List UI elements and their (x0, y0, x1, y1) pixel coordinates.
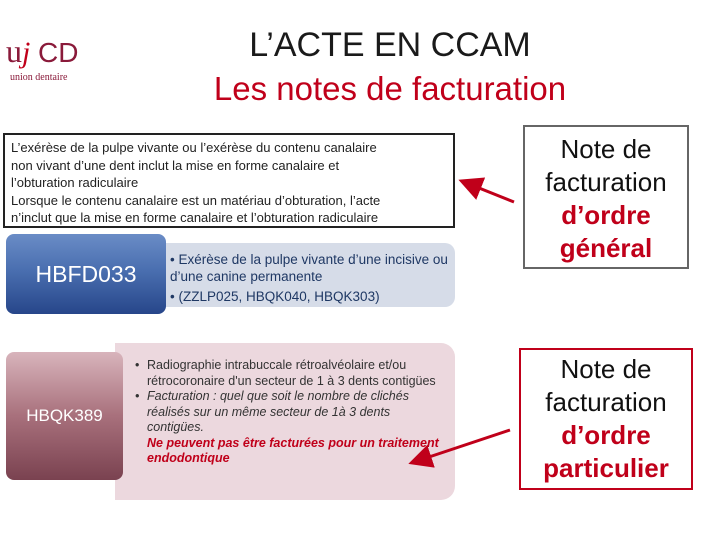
act2-bullet-2-warning: Ne peuvent pas être facturées pour un traitement endodontique (147, 435, 439, 465)
page-subtitle: Les notes de facturation (213, 70, 567, 107)
svg-text:u: u (6, 33, 22, 69)
definition-line: n’inclut que la mise en forme canalaire et l’obturation radiculaire (11, 210, 379, 225)
note-particulier-line-1: Note de (560, 354, 652, 384)
act2-code: HBQK389 (26, 406, 103, 425)
act1-bullet-2: • (ZZLP025, HBQK040, HBQK303) (170, 289, 380, 304)
logo-subtitle: union dentaire (10, 72, 68, 83)
definition-line: l’obturation radiculaire (11, 175, 139, 190)
note-general-line-1: Note de (560, 134, 652, 164)
act2-bullet-1: • Radiographie intrabuccale rétroalvéolaire et/ou rétrocoronaire d'un secteur de 1 à 3 dents contigües (135, 358, 450, 389)
note-particulier-line-4: particulier (543, 453, 669, 483)
svg-text:CD: CD (38, 37, 79, 68)
act2-bullet-2: • Facturation : quel que soit le nombre de clichés réalisés sur un même secteur de 1à 3 dents contigües. (135, 389, 450, 436)
arrow-general (464, 182, 514, 202)
act1-code: HBFD033 (35, 260, 137, 287)
note-general-line-3: d’ordre (561, 200, 651, 230)
note-general-line-4: général (559, 233, 653, 263)
definition-line: non vivant d’une dent inclut la mise en forme canalaire et (11, 157, 340, 173)
page-title: L’ACTE EN CCAM (249, 26, 531, 64)
note-particulier-line-3: d’ordre (561, 420, 651, 450)
note-particulier-line-2: facturation (545, 387, 667, 417)
definition-line: Lorsque le contenu canalaire est un matériau d’obturation, l’acte (11, 192, 381, 208)
svg-text:j: j (22, 36, 31, 69)
definition-line: L’exérèse de la pulpe vivante ou l’exérèse du contenu canalaire (11, 140, 377, 155)
arrow-particulier (414, 430, 510, 462)
act1-bullet-1: • Exérèse de la pulpe vivante d’une incisive ou d’une canine permanente (170, 252, 448, 284)
note-general-line-2: facturation (545, 167, 667, 197)
